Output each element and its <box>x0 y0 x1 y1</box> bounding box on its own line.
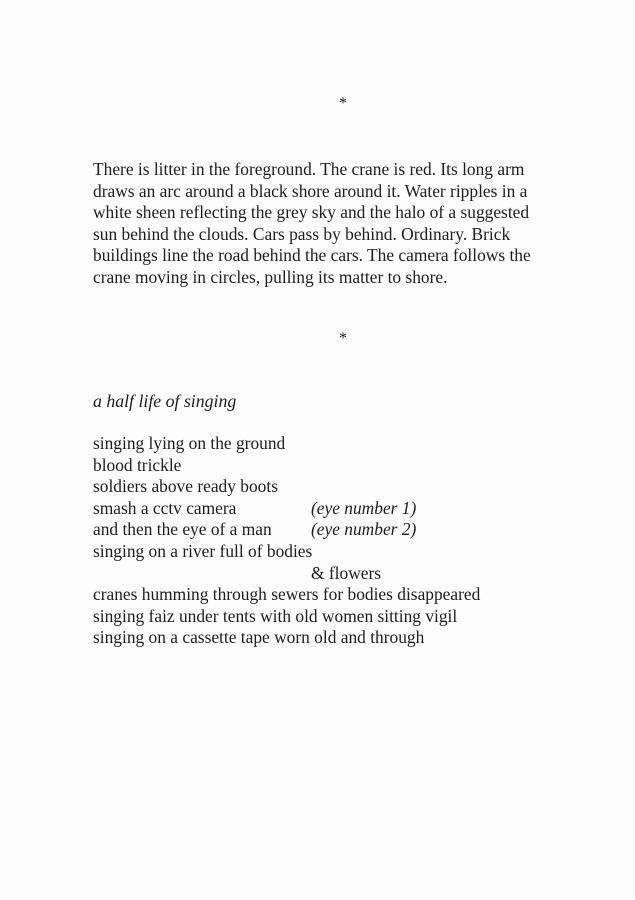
poem-line-text: blood trickle <box>93 454 182 475</box>
poem-line <box>93 519 613 541</box>
poem-line <box>93 476 613 498</box>
poem-line <box>93 563 613 585</box>
prose-line: sun behind the clouds. Cars pass by behind. Ordinary. Brick <box>93 223 511 244</box>
poem-line-annotation: (eye number 1) <box>311 497 417 518</box>
poem-line-text: singing faiz under tents with old women sitting vigil <box>93 605 458 626</box>
prose-line: white sheen reflecting the grey sky and the halo of a suggested <box>93 202 530 223</box>
poem-line <box>93 541 613 563</box>
poem-line-text: & flowers <box>311 562 382 583</box>
poem-line-text: and then the eye of a man <box>93 519 272 540</box>
poem-line-text: soldiers above ready boots <box>93 476 278 497</box>
poem-line-text: singing on a cassette tape worn old and through <box>93 627 425 648</box>
poem-line <box>93 606 613 628</box>
poem-line-annotation: (eye number 2) <box>311 519 417 540</box>
poem-line-text: cranes humming through sewers for bodies disappeared <box>93 584 481 605</box>
prose-line: draws an arc around a black shore around it. Water ripples in a <box>93 180 528 201</box>
poem-line-text: singing on a river full of bodies <box>93 540 313 561</box>
prose-line: crane moving in circles, pulling its matter to shore. <box>93 266 448 287</box>
poem-line-text: smash a cctv camera <box>93 497 237 518</box>
poem-title: a half life of singing <box>93 391 237 411</box>
poem-line-text: singing lying on the ground <box>93 433 286 453</box>
poem <box>93 433 613 649</box>
poem-line <box>93 433 613 455</box>
poem-line <box>93 498 613 520</box>
poem-line <box>93 584 613 606</box>
section-separator-middle: * <box>339 330 347 347</box>
prose-paragraph <box>93 159 613 289</box>
poem-line <box>93 455 613 477</box>
prose-line: There is litter in the foreground. The crane is red. Its long arm <box>93 159 525 179</box>
prose-line: buildings line the road behind the cars. The camera follows the <box>93 245 531 266</box>
poem-line <box>93 627 613 649</box>
section-separator-top: * <box>339 95 347 112</box>
